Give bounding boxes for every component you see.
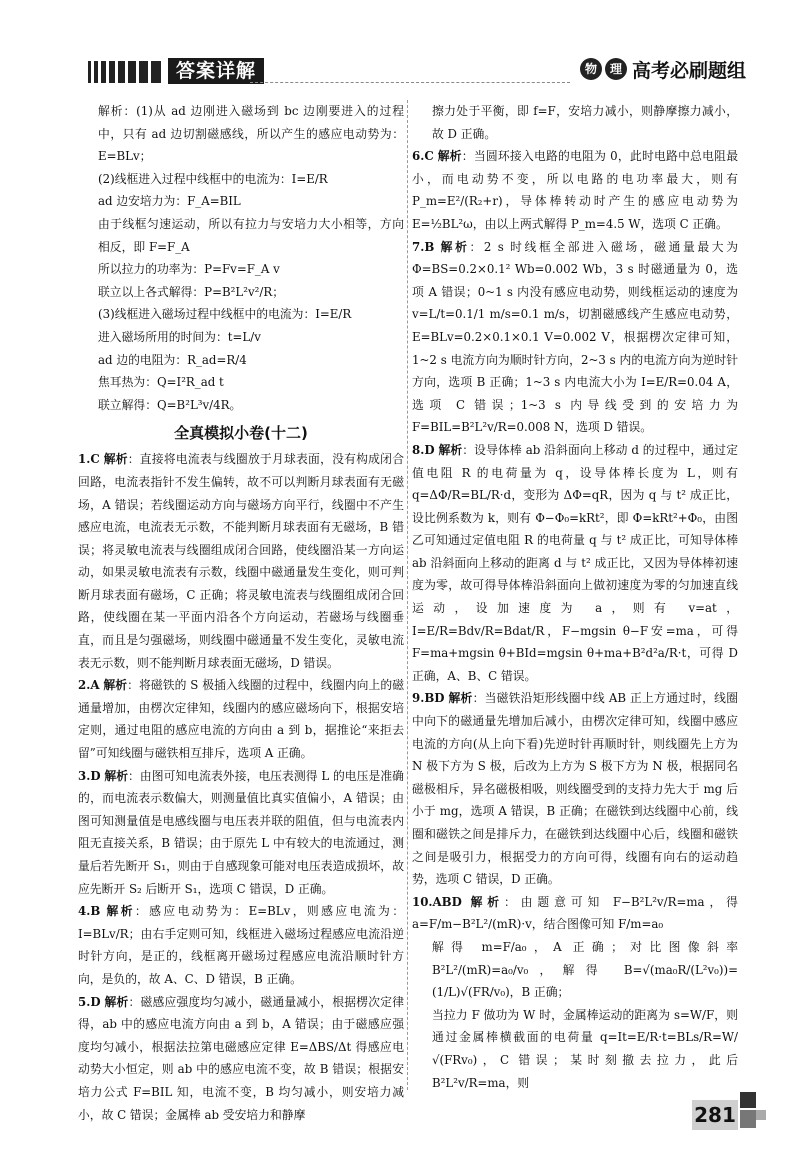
- item-text: ：由题意可知 F−B²L²v/R=ma，得 a=F/m−B²L²/(mR)·v，结合图像可知 F/m=a₀: [412, 894, 738, 932]
- left-column: [78, 100, 404, 1126]
- item-text: ：设导体棒 ab 沿斜面向上移动 d 的过程中，通过定值电阻 R 的电荷量为 q，设导体棒长度为 L，则有 q=ΔΦ/R=BL/R·d，变形为 ΔΦ=qR，因为 q 与 t² 成正比，设比例系数为 k，则有 Φ−Φ₀=kRt²，即 Φ=kRt²+Φ₀，由图乙可知通过定值电阻 R 的电荷量 q 与 t² 成正比，可知导体棒 ab 沿斜面向上移动的距离 d 与 t² 成正比，又因为导体棒初速度为零，故可得导体棒沿斜面向上做初速度为零的匀加速直线运动，设加速度为 a，则有 v=at，I=E/R=Bdv/R=Bdat/R，F−mgsin θ−F安=ma，可得 F=ma+mgsin θ+BId=mgsin θ+ma+B²d²a/R·t，可得 D 正确，A、B、C 错误。: [412, 442, 738, 683]
- item-number: 5.: [78, 994, 91, 1009]
- item-number: 1.: [78, 452, 91, 467]
- answer-item: [412, 687, 738, 890]
- answer-item: [412, 145, 738, 235]
- item-text: ：由图可知电流表外接，电压表测得 L 的电压是准确的，而电流表示数偏大，则测量值比真实值偏小，A 错误；由图可知测量值是电感线圈与电压表并联的阻值，但与电流表内阻无直接关系，B 错误；由于原先 L 中有较大的电流通过，测量后若先断开 S₁，则由于自感现象可能对电压表造成损坏，故应先断开 S₂ 后断开 S₁，选项 C 错误，D 正确。: [78, 768, 404, 896]
- subject-badges: [580, 58, 627, 80]
- item-text: ：当磁铁沿矩形线圈中线 AB 正上方通过时，线圈中向下的磁通量先增加后减小，由楞次定律可知，线圈中感应电流的方向(从上向下看)先逆时针再顺时针，则线圈先上方为 N 极下方为 S 极，后改为上方为 S 极下方为 N 极，根据同名磁极相斥，异名磁极相吸，则线圈受到的支持力先大于 mg 后小于 mg，选项 A 错误，B 正确；在磁铁到达线圈中心前，线圈和磁铁之间是排斥力，在磁铁到达线圈中心后，线圈和磁铁之间是吸引力，根据受力的方向可得，线圈有向右的运动趋势，选项 C 错误，D 正确。: [412, 691, 738, 887]
- item-text: ：感应电动势为：E=BLv，则感应电流为：I=BLv/R；由右手定则可知，线框进入磁场过程感应电流沿逆时针方向，是正的，线框离开磁场过程感应电流沿顺时针方向，是负的，故 A、C、D 错误，B 正确。: [78, 904, 404, 986]
- column-divider: [407, 100, 408, 1090]
- header-stripes-decoration: [88, 60, 161, 84]
- section-title: 全真模拟小卷(十二): [174, 424, 308, 443]
- answer-item: [78, 991, 404, 1127]
- item-answer: B: [90, 904, 101, 919]
- item-number: 4.: [78, 904, 91, 919]
- answer-paragraph: 所以拉力的功率为：P=Fv=F_A v: [98, 262, 280, 277]
- item-number: 8.: [412, 442, 425, 457]
- continuation-paragraph: 擦力处于平衡，即 f=F，安培力减小，则静摩擦力减小，故 D 正确。: [432, 104, 738, 141]
- answer-paragraph: 解得 m=F/a₀，A 正确；对比图像斜率 B²L²/(mR)=a₀/v₀，解得 B=√(ma₀R/(L²v₀))=(1/L)√(FR/v₀)，B 正确；: [432, 939, 738, 1000]
- item-number: 6.: [412, 149, 425, 164]
- answer-item: [78, 900, 404, 990]
- answer-paragraph: 联立以上各式解得：P=B²L²v²/R；: [98, 284, 285, 299]
- answer-paragraph: 进入磁场所用的时间为：t=L/v: [98, 329, 261, 344]
- answer-item: [412, 236, 738, 439]
- item-label: 解析: [448, 691, 473, 706]
- section-label: 答案详解: [168, 58, 264, 84]
- item-answer: D: [90, 994, 101, 1009]
- item-text: ：2 s 时线框全部进入磁场，磁通量最大为 Φ=BS=0.2×0.1² Wb=0.002 Wb，3 s 时磁通量为 0，选项 A 错误；0~1 s 内没有感应电动势，则线框运动的速度为 v=L/t=0.1/1 m/s=0.1 m/s，切割磁感线产生感应电动势，E=BLv=0.2×0.1×0.1 V=0.002 V，根据楞次定律可知，1~2 s 电流方向为顺时针方向，2~3 s 内的电流方向为逆时针方向，选项 B 正确；1~3 s 内电流大小为 I=E/R=0.04 A，选项 C 错误；1~3 s 内导线受到的安培力为 F=BIL=B²L²v/R=0.008 N，选项 D 错误。: [412, 239, 738, 435]
- answer-item: [412, 891, 738, 936]
- item-label: 解析: [437, 149, 462, 164]
- item-text: ：磁感应强度均匀减小，磁通量减小，根据楞次定律得，ab 中的感应电流方向由 a 到 b，A 错误；由于磁感应强度均匀减小，根据法拉第电磁感应定律 E=ΔBS/Δt 得感应电动势大小恒定，则 ab 中的感应电流不变，故 B 错误；根据安培力公式 F=BIL 知，电流不变，B 均匀减小，则安培力减小，故 C 错误；金属棒 ab 受安培力和静摩: [78, 994, 404, 1122]
- answer-paragraph: (2)线框进入过程中线框中的电流为：I=E/R: [98, 171, 328, 186]
- answer-paragraph: 当拉力 F 做功为 W 时，金属棒运动的距离为 s=W/F，则通过金属棒横截面的电荷量 q=It=E/R·t=BLs/R=W/√(FRv₀)，C 错误；某时刻撤去拉力，此后 B²L²v/R=ma，则: [432, 1007, 738, 1090]
- subject-badge: 物: [580, 58, 602, 80]
- answer-item: [78, 674, 404, 764]
- answer-paragraph: 焦耳热为：Q=I²R_ad t: [98, 375, 224, 390]
- item-answer: B: [424, 239, 435, 254]
- item-label: 解析: [104, 994, 129, 1009]
- item-text: ：将磁铁的 S 极插入线圈的过程中，线圈内向上的磁通量增加，由楞次定律知，线圈内的感应磁场向下，根据安培定则，通过电阻的感应电流的方向由 a 到 b，据推论“来拒去留”可知线圈与磁铁相互排斥，选项 A 正确。: [78, 678, 404, 761]
- item-number: 10.: [412, 894, 433, 909]
- item-label: 解析: [470, 894, 504, 909]
- item-label: 解析: [103, 678, 128, 693]
- answer-paragraph: ad 边安培力为：F_A=BIL: [98, 194, 241, 209]
- item-label: 解析: [106, 904, 135, 919]
- answer-item: [412, 439, 738, 688]
- item-text: ：当圆环接入电路的电阻为 0，此时电路中总电阻最小，而电动势不变，所以电路的电功率最大，则有 P_m=E²/(R₂+r)，导体棒转动时产生的感应电动势为 E=½BL²ω，由以上两式解得 P_m=4.5 W，选项 C 正确。: [412, 149, 739, 231]
- item-label: 解析: [440, 239, 470, 254]
- item-label: 解析: [104, 768, 129, 783]
- item-number: 3.: [78, 768, 91, 783]
- corner-decoration: [740, 1110, 756, 1128]
- item-answer: D: [424, 442, 435, 457]
- page-header: [0, 52, 800, 92]
- answer-paragraph: (3)线框进入磁场过程中线框中的电流为：I=E/R: [98, 307, 352, 322]
- item-label: 解析: [438, 442, 463, 457]
- item-answer: C: [424, 149, 434, 164]
- item-number: 7.: [412, 239, 425, 254]
- answer-paragraph: 解析：(1)从 ad 边刚进入磁场到 bc 边刚要进入的过程中，只有 ad 边切割磁感线，所以产生的感应电动势为：E=BLv；: [98, 104, 404, 164]
- book-title: 高考必刷题组: [632, 60, 747, 82]
- item-answer: D: [90, 768, 101, 783]
- item-answer: C: [90, 452, 100, 467]
- item-text: ：直接将电流表与线圈放于月球表面，没有构成闭合回路，电流表指针不发生偏转，故不可以判断月球表面有无磁场，A 错误；若线圈运动方向与磁场方向平行，线圈中不产生感应电流，电流表无示数，不能判断月球表面有无磁场，B 错误；将灵敏电流表与线圈组成闭合回路，使线圈沿某一方向运动，如果灵敏电流表有示数，线圈中磁通量发生变化，则可判断月球表面有磁场，C 正确；将灵敏电流表与线圈组成闭合回路，使线圈在某一平面内沿各个方向运动，若磁场与线圈垂直，而且是匀强磁场，则线圈中磁通量不发生变化，灵敏电流表无示数，则不能判断月球表面无磁场，D 错误。: [78, 452, 404, 670]
- answer-item: [78, 448, 404, 674]
- item-number: 9.: [412, 691, 425, 706]
- page-number: 281: [692, 1100, 738, 1130]
- header-dashed-line: [250, 82, 570, 83]
- answer-paragraph: 联立解得：Q=B²L³v/4R。: [98, 397, 242, 412]
- item-number: 2.: [78, 678, 91, 693]
- corner-decoration: [740, 1092, 756, 1108]
- item-label: 解析: [103, 452, 128, 467]
- corner-decoration: [756, 1110, 766, 1120]
- answer-item: [78, 765, 404, 901]
- item-answer: A: [90, 678, 100, 693]
- answer-paragraph: ad 边的电阻为：R_ad=R/4: [98, 352, 247, 367]
- item-answer: BD: [424, 691, 445, 706]
- answer-paragraph: 由于线框匀速运动，所以有拉力与安培力大小相等，方向相反，即 F=F_A: [98, 216, 404, 254]
- subject-badge: 理: [605, 58, 627, 80]
- right-column: [412, 100, 738, 1094]
- item-answer: ABD: [432, 894, 462, 909]
